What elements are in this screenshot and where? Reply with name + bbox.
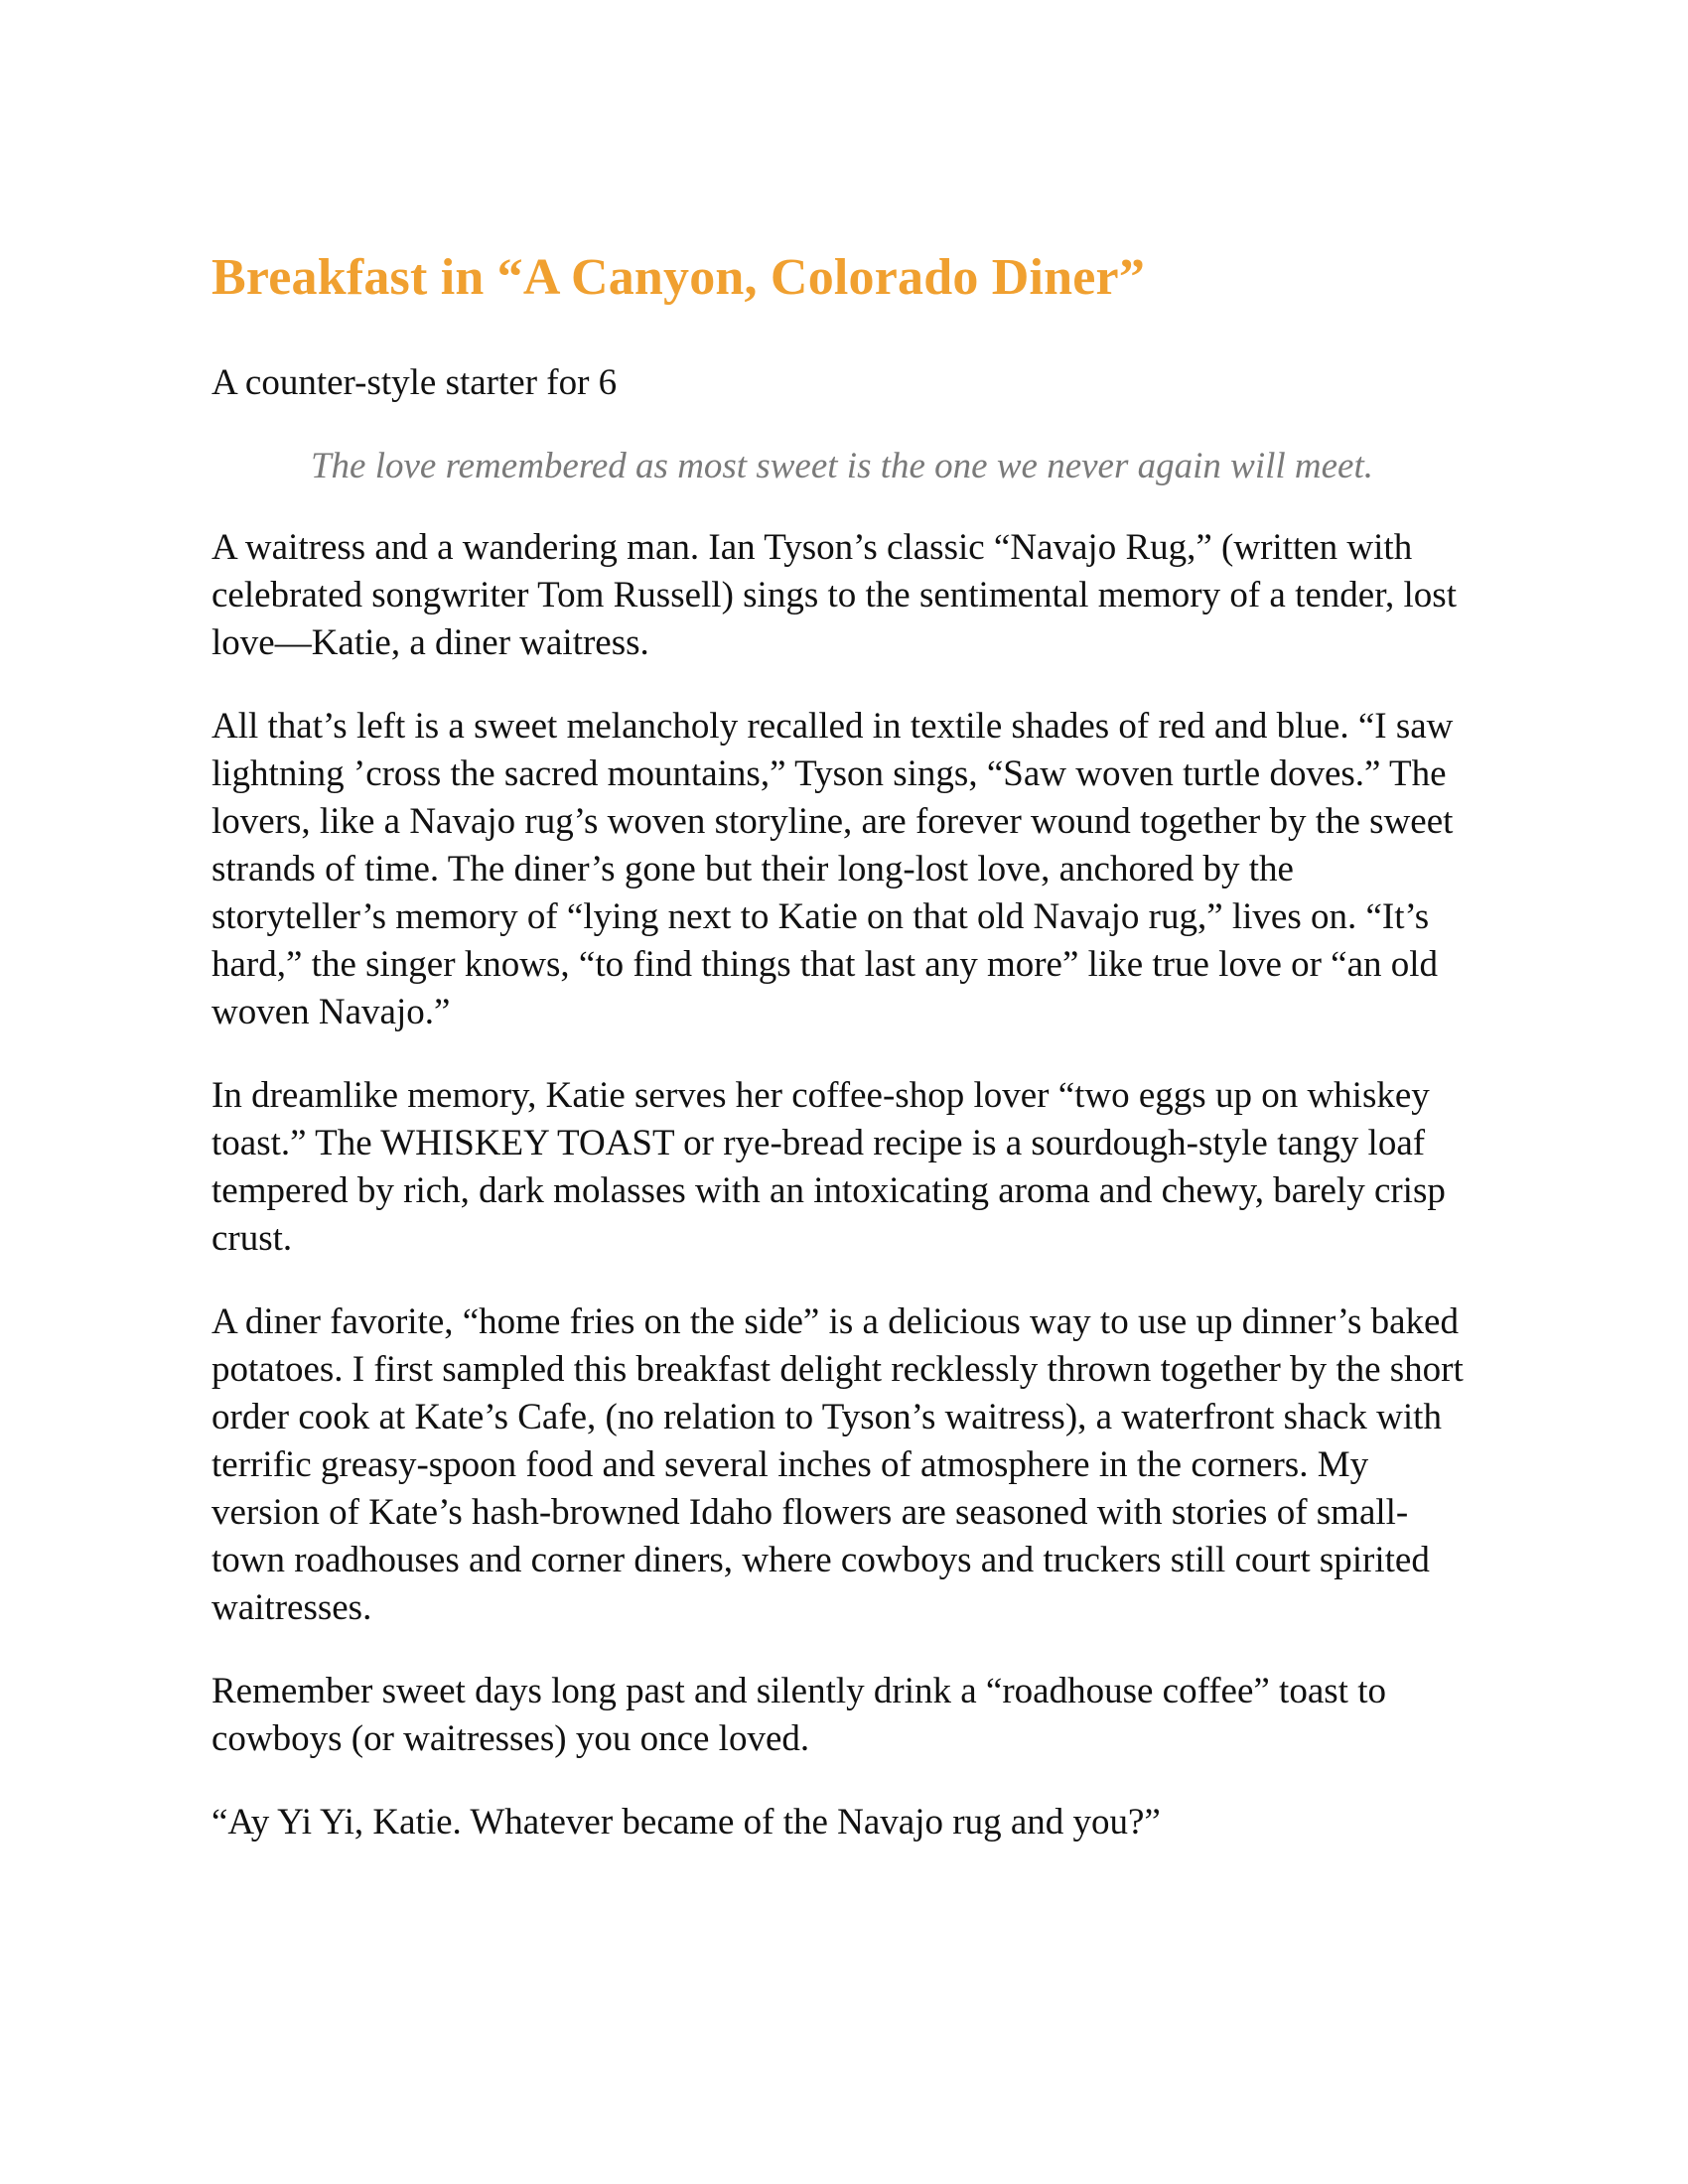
paragraph: Remember sweet days long past and silently drink a “roadhouse coffee” toast to cowboys (or waitresses) you once loved.: [211, 1670, 1386, 1759]
paragraph: A waitress and a wandering man. Ian Tyson’s classic “Navajo Rug,” (written with celebrated songwriter Tom Russell) sings to the sentimental memory of a tender, lost love—Katie, a diner waitress.: [211, 526, 1457, 663]
body-text: [211, 524, 1473, 1846]
paragraph: “Ay Yi Yi, Katie. Whatever became of the Navajo rug and you?”: [211, 1801, 1161, 1843]
paragraph: A diner favorite, “home fries on the side” is a delicious way to use up dinner’s baked potatoes. I first sampled this breakfast delight recklessly thrown together by the short order cook at Kate’s Cafe, (no relation to Tyson’s waitress), a waterfront shack with terrific greasy-spoon food and several inches of atmosphere in the corners. My version of Kate’s hash-browned Idaho flowers are seasoned with stories of small-town roadhouses and corner diners, where cowboys and truckers still court spirited waitresses.: [211, 1300, 1464, 1628]
document-subtitle: A counter-style starter for 6: [211, 361, 618, 403]
epigraph-quote: The love remembered as most sweet is the one we never again will meet.: [310, 445, 1374, 486]
paragraph: In dreamlike memory, Katie serves her coffee-shop lover “two eggs up on whiskey toast.” The WHISKEY TOAST or rye-bread recipe is a sourdough-style tangy loaf tempered by rich, dark molasses with an intoxicating aroma and chewy, barely crisp crust.: [211, 1074, 1446, 1259]
document-title: Breakfast in “A Canyon, Colorado Diner”: [211, 249, 1146, 306]
document-page: [211, 248, 1473, 1846]
paragraph: All that’s left is a sweet melancholy recalled in textile shades of red and blue. “I saw lightning ’cross the sacred mountains,” Tyson sings, “Saw woven turtle doves.” The lovers, like a Navajo rug’s woven storyline, are forever wound together by the sweet strands of time. The diner’s gone but their long-lost love, anchored by the storyteller’s memory of “lying next to Katie on that old Navajo rug,” lives on. “It’s hard,” the singer knows, “to find things that last any more” like true love or “an old woven Navajo.”: [211, 705, 1454, 1032]
